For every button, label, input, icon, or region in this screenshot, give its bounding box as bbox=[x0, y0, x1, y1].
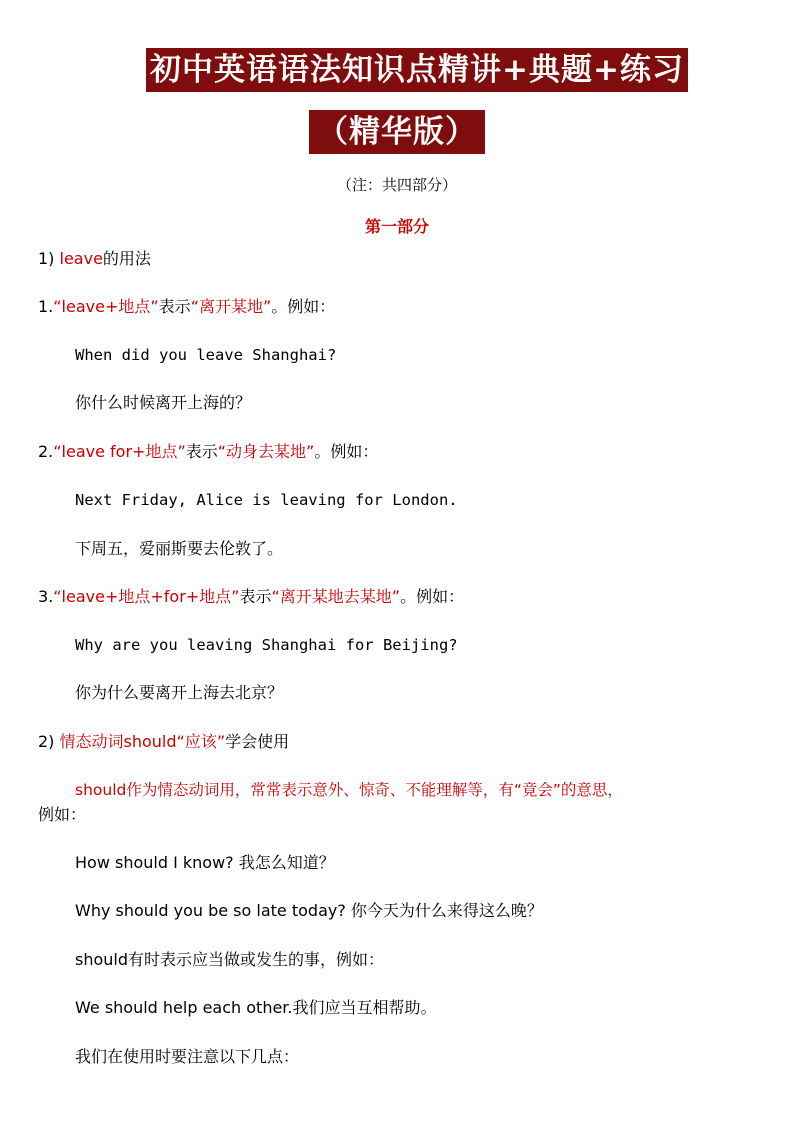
section-2-example-3: should有时表示应当做或发生的事，例如： bbox=[75, 950, 385, 969]
section-2-example-1: How should I know? 我怎么知道？ bbox=[75, 853, 335, 872]
section-2-description-tail: 例如： bbox=[38, 805, 87, 824]
section-1-heading bbox=[38, 248, 151, 270]
rule-3-meaning: “离开某地去某地” bbox=[271, 587, 401, 606]
rule-3-number: 3. bbox=[38, 587, 54, 606]
rule-2-example-en: Next Friday, Alice is leaving for London. bbox=[75, 491, 458, 509]
rule-1-example-en: When did you leave Shanghai? bbox=[75, 346, 337, 364]
section-2-number: 2) bbox=[38, 732, 55, 751]
section-1-keyword: leave bbox=[59, 249, 103, 268]
rule-1-meaning: “离开某地” bbox=[190, 297, 272, 316]
rule-2-pattern: “leave for+地点” bbox=[53, 442, 186, 461]
rule-1-example-zh: 你什么时候离开上海的？ bbox=[75, 393, 252, 412]
document-subtitle: （精华版） bbox=[309, 110, 485, 154]
section-2-example-4: We should help each other.我们应当互相帮助。 bbox=[75, 998, 437, 1017]
rule-1 bbox=[38, 296, 335, 318]
note: （注：共四部分） bbox=[336, 176, 457, 194]
section-2-heading bbox=[38, 731, 289, 753]
rule-3 bbox=[38, 586, 464, 608]
rule-1-number: 1. bbox=[38, 297, 54, 316]
rule-2-tail: 。例如： bbox=[314, 442, 379, 461]
rule-3-mid: 表示 bbox=[239, 587, 272, 606]
rule-2-number: 2. bbox=[38, 442, 54, 461]
section-2-description: should作为情态动词用，常常表示意外、惊奇、不能理解等，有“竟会”的意思， bbox=[75, 781, 623, 799]
section-1-rest: 的用法 bbox=[102, 249, 151, 268]
section-2-rest: 学会使用 bbox=[225, 732, 290, 751]
document-title: 初中英语语法知识点精讲+典题+练习 bbox=[146, 48, 688, 92]
title-line-1-wrap bbox=[0, 48, 794, 92]
rule-1-mid: 表示 bbox=[158, 297, 191, 316]
title-line-2-wrap bbox=[0, 110, 794, 154]
rule-1-tail: 。例如： bbox=[271, 297, 336, 316]
rule-3-example-zh: 你为什么要离开上海去北京？ bbox=[75, 683, 284, 702]
rule-2 bbox=[38, 441, 378, 463]
rule-3-pattern: “leave+地点+for+地点” bbox=[53, 587, 240, 606]
rule-2-mid: 表示 bbox=[185, 442, 218, 461]
part-heading: 第一部分 bbox=[364, 217, 429, 236]
rule-3-tail: 。例如： bbox=[400, 587, 465, 606]
section-2-keyword: 情态动词should“应该” bbox=[59, 732, 226, 751]
section-2-example-2: Why should you be so late today? 你今天为什么来得这么晚？ bbox=[75, 901, 543, 920]
rule-2-example-zh: 下周五，爱丽斯要去伦敦了。 bbox=[75, 539, 284, 558]
rule-3-example-en: Why are you leaving Shanghai for Beijing? bbox=[75, 636, 458, 654]
rule-2-meaning: “动身去某地” bbox=[217, 442, 315, 461]
section-2-example-5: 我们在使用时要注意以下几点： bbox=[75, 1047, 300, 1066]
rule-1-pattern: “leave+地点” bbox=[53, 297, 159, 316]
section-1-number: 1) bbox=[38, 249, 55, 268]
